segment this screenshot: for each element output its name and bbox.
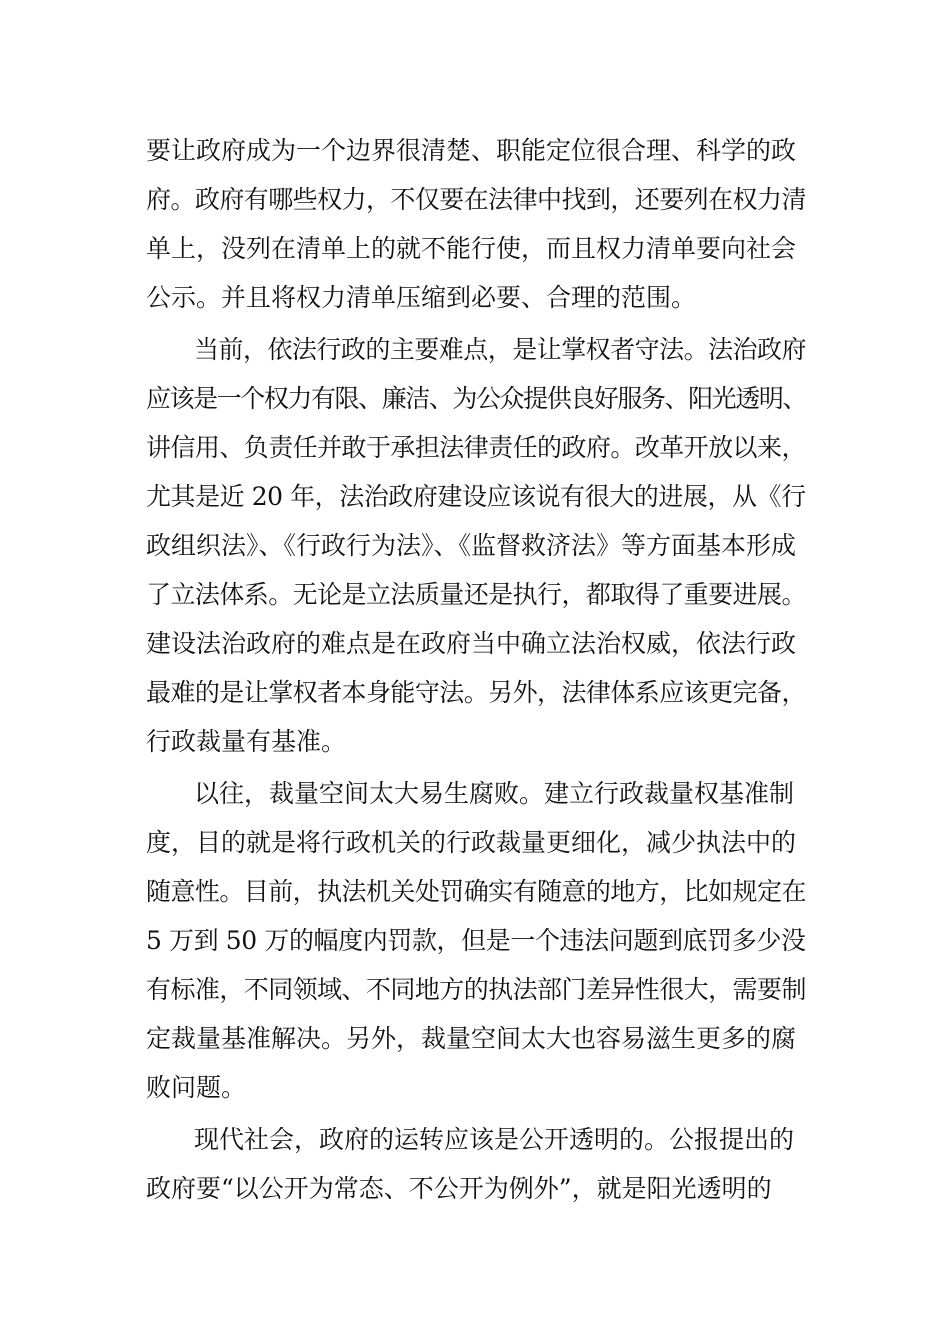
text-line: 讲信用、负责任并敢于承担法律责任的政府。改革开放以来， — [146, 433, 806, 462]
text-line: 5 万到 50 万的幅度内罚款，但是一个违法问题到底罚多少没 — [146, 926, 806, 955]
text-line: 建设法治政府的难点是在政府当中确立法治权威，依法行政 — [146, 629, 797, 658]
text-line: 当前，依法行政的主要难点，是让掌权者守法。法治政府 — [194, 335, 807, 364]
text-line: 政组织法》、《行政行为法》、《监督救济法》等方面基本形成 — [146, 531, 797, 560]
text-line: 政府要“以公开为常态、不公开为例外”，就是阳光透明的 — [146, 1174, 772, 1203]
text-line: 要让政府成为一个边界很清楚、职能定位很合理、科学的政 — [146, 136, 797, 165]
text-line: 现代社会，政府的运转应该是公开透明的。公报提出的 — [194, 1125, 795, 1154]
text-line: 随意性。目前，执法机关处罚确实有随意的地方，比如规定在 — [146, 877, 806, 906]
text-line: 以往，裁量空间太大易生腐败。建立行政裁量权基准制 — [194, 779, 795, 808]
text-line: 最难的是让掌权者本身能守法。另外，法律体系应该更完备， — [146, 678, 806, 707]
text-line: 度，目的就是将行政机关的行政裁量更细化，减少执法中的 — [146, 828, 797, 857]
text-line: 尤其是近 20 年，法治政府建设应该说有很大的进展，从《行 — [146, 482, 806, 511]
text-line: 行政裁量有基准。 — [146, 727, 347, 756]
text-line: 有标准，不同领域、不同地方的执法部门差异性很大，需要制 — [146, 975, 806, 1004]
text-line: 公示。并且将权力清单压缩到必要、合理的范围。 — [146, 283, 697, 312]
text-line: 府。政府有哪些权力，不仅要在法律中找到，还要列在权力清 — [146, 185, 806, 214]
text-line: 定裁量基准解决。另外，裁量空间太大也容易滋生更多的腐 — [146, 1024, 797, 1053]
text-line: 应该是一个权力有限、廉洁、为公众提供良好服务、阳光透明、 — [146, 384, 806, 413]
text-line: 了立法体系。无论是立法质量还是执行，都取得了重要进展。 — [146, 580, 806, 609]
text-line: 败问题。 — [146, 1073, 247, 1102]
text-line: 单上，没列在清单上的就不能行使，而且权力清单要向社会 — [146, 234, 797, 263]
